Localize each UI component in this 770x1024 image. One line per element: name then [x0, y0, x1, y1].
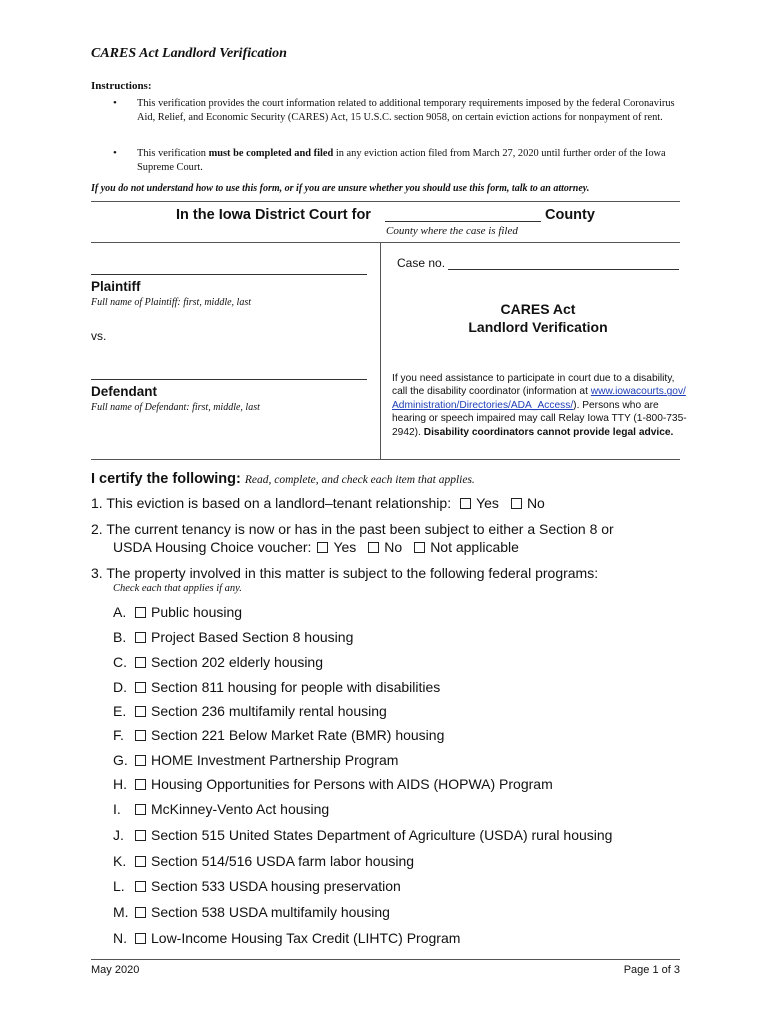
footer-divider: [91, 959, 680, 960]
program-label: Section 236 multifamily rental housing: [151, 703, 387, 719]
program-item: [113, 679, 440, 695]
program-letter: D.: [113, 679, 127, 695]
program-checkbox[interactable]: [135, 804, 146, 815]
program-checkbox[interactable]: [135, 706, 146, 717]
q1-no-label: No: [526, 495, 545, 511]
q2-yes-checkbox[interactable]: [317, 542, 328, 553]
certify-heading: [91, 471, 475, 487]
program-item: [113, 776, 553, 792]
program-checkbox[interactable]: [135, 682, 146, 693]
program-letter: H.: [113, 776, 127, 792]
program-letter: B.: [113, 629, 127, 645]
program-label: Section 514/516 USDA farm labor housing: [151, 853, 415, 869]
disability-assistance: [392, 372, 688, 439]
bullet-icon: •: [113, 147, 117, 159]
program-letter: K.: [113, 853, 127, 869]
program-checkbox[interactable]: [135, 830, 146, 841]
instructions-heading: Instructions:: [91, 80, 152, 92]
defendant-field[interactable]: [91, 379, 367, 380]
divider: [91, 459, 680, 460]
program-checkbox[interactable]: [135, 607, 146, 618]
question-2-line2: [113, 539, 519, 555]
ada-link[interactable]: www.iowacourts.gov/Administration/Directories/ADA_Access/: [392, 386, 686, 411]
q1-no-checkbox[interactable]: [511, 498, 522, 509]
instruction-bullet-2: [137, 147, 682, 174]
program-letter: L.: [113, 878, 125, 894]
q2-na-checkbox[interactable]: [414, 542, 425, 553]
program-checkbox[interactable]: [135, 755, 146, 766]
question-3: 3. The property involved in this matter is subject to the following federal programs:: [91, 565, 599, 581]
plaintiff-hint: Full name of Plaintiff: first, middle, last: [91, 297, 251, 308]
footer-page: Page 1 of 3: [623, 964, 680, 976]
form-name-line2: Landlord Verification: [468, 319, 608, 335]
caption-divider: [380, 243, 381, 459]
program-label: Section 533 USDA housing preservation: [151, 878, 401, 894]
program-letter: F.: [113, 727, 124, 743]
bullet2-text-post: in any eviction action filed from March 27, 2020 until further order of the Iowa Supreme Court.: [137, 148, 666, 173]
court-prefix: In the Iowa District Court for: [176, 207, 371, 223]
program-letter: N.: [113, 930, 127, 946]
q2-yes-label: Yes: [333, 539, 357, 555]
program-checkbox[interactable]: [135, 933, 146, 944]
program-item: [113, 752, 398, 768]
form-name-line1: CARES Act: [500, 301, 576, 317]
program-checkbox[interactable]: [135, 657, 146, 668]
program-checkbox[interactable]: [135, 907, 146, 918]
instruction-bullet-1: This verification provides the court information related to additional temporary requirements imposed by the federal Coronavirus Aid, Relief, and Economic Security (CARES) Act, 15 U.S.C. section 9058, on certain eviction actions for nonpayment of rent.: [137, 98, 675, 123]
program-label: McKinney-Vento Act housing: [151, 801, 330, 817]
program-checkbox[interactable]: [135, 856, 146, 867]
program-item: [113, 853, 414, 869]
question-2-line1: 2. The current tenancy is now or has in the past been subject to either a Section 8 or: [91, 521, 614, 537]
case-no-field[interactable]: [448, 269, 679, 270]
program-label: Housing Opportunities for Persons with AIDS (HOPWA) Program: [151, 776, 553, 792]
program-checkbox[interactable]: [135, 881, 146, 892]
program-item: [113, 654, 323, 670]
footer-date: May 2020: [91, 964, 140, 976]
program-item: [113, 801, 329, 817]
program-letter: I.: [113, 801, 121, 817]
attorney-note: If you do not understand how to use this form, or if you are unsure whether you should use this form, talk to an attorney.: [91, 183, 590, 194]
program-checkbox[interactable]: [135, 730, 146, 741]
program-item: [113, 629, 353, 645]
program-label: Section 515 United States Department of Agriculture (USDA) rural housing: [151, 827, 613, 843]
program-letter: G.: [113, 752, 128, 768]
program-letter: C.: [113, 654, 127, 670]
program-label: HOME Investment Partnership Program: [151, 752, 399, 768]
program-letter: E.: [113, 703, 127, 719]
program-item: [113, 878, 401, 894]
plaintiff-field[interactable]: [91, 274, 367, 275]
certify-hint: Read, complete, and check each item that applies.: [244, 474, 475, 486]
bullet-icon: •: [113, 97, 117, 109]
assist-text-pre: If you need assistance to participate in court due to a disability, call the disability coordinator (information at: [392, 373, 675, 398]
county-hint: County where the case is filed: [386, 225, 518, 237]
q2-text: USDA Housing Choice voucher:: [113, 539, 312, 555]
court-suffix: County: [545, 207, 595, 223]
program-item: [113, 727, 444, 743]
defendant-label: Defendant: [91, 384, 158, 399]
program-letter: J.: [113, 827, 124, 843]
program-item: [113, 827, 612, 843]
q2-no-checkbox[interactable]: [368, 542, 379, 553]
case-no-label: Case no.: [397, 256, 446, 270]
program-checkbox[interactable]: [135, 632, 146, 643]
bullet2-text-pre: This verification: [137, 148, 209, 159]
bullet2-text-bold: must be completed and filed: [208, 148, 334, 159]
program-letter: M.: [113, 904, 129, 920]
form-title: CARES Act Landlord Verification: [91, 46, 287, 61]
certify-heading-text: I certify the following:: [91, 471, 241, 487]
program-label: Section 538 USDA multifamily housing: [151, 904, 390, 920]
q2-na-label: Not applicable: [430, 539, 519, 555]
program-label: Project Based Section 8 housing: [151, 629, 354, 645]
q1-text: 1. This eviction is based on a landlord–tenant relationship:: [91, 495, 452, 511]
program-label: Public housing: [151, 604, 243, 620]
program-item: [113, 904, 390, 920]
assist-text-mid: ). Persons who are hearing or speech impaired may call Relay Iowa TTY (1-800-735-2942).: [392, 399, 687, 438]
vs-label: vs.: [91, 329, 107, 343]
plaintiff-label: Plaintiff: [91, 279, 141, 294]
program-item: [113, 604, 242, 620]
program-letter: A.: [113, 604, 127, 620]
program-label: Section 221 Below Market Rate (BMR) housing: [151, 727, 445, 743]
program-item: [113, 703, 387, 719]
program-item: [113, 930, 460, 946]
q1-yes-label: Yes: [476, 495, 499, 511]
divider: [91, 242, 680, 243]
question-1: [91, 495, 545, 511]
county-field[interactable]: [385, 221, 541, 222]
program-label: Section 202 elderly housing: [151, 654, 324, 670]
program-checkbox[interactable]: [135, 779, 146, 790]
program-label: Section 811 housing for people with disabilities: [151, 679, 441, 695]
q2-no-label: No: [384, 539, 403, 555]
defendant-hint: Full name of Defendant: first, middle, last: [91, 402, 260, 413]
q3-hint: Check each that applies if any.: [113, 583, 242, 594]
assist-text-bold: Disability coordinators cannot provide legal advice.: [423, 426, 674, 438]
program-label: Low-Income Housing Tax Credit (LIHTC) Program: [151, 930, 461, 946]
divider: [91, 201, 680, 202]
q1-yes-checkbox[interactable]: [460, 498, 471, 509]
